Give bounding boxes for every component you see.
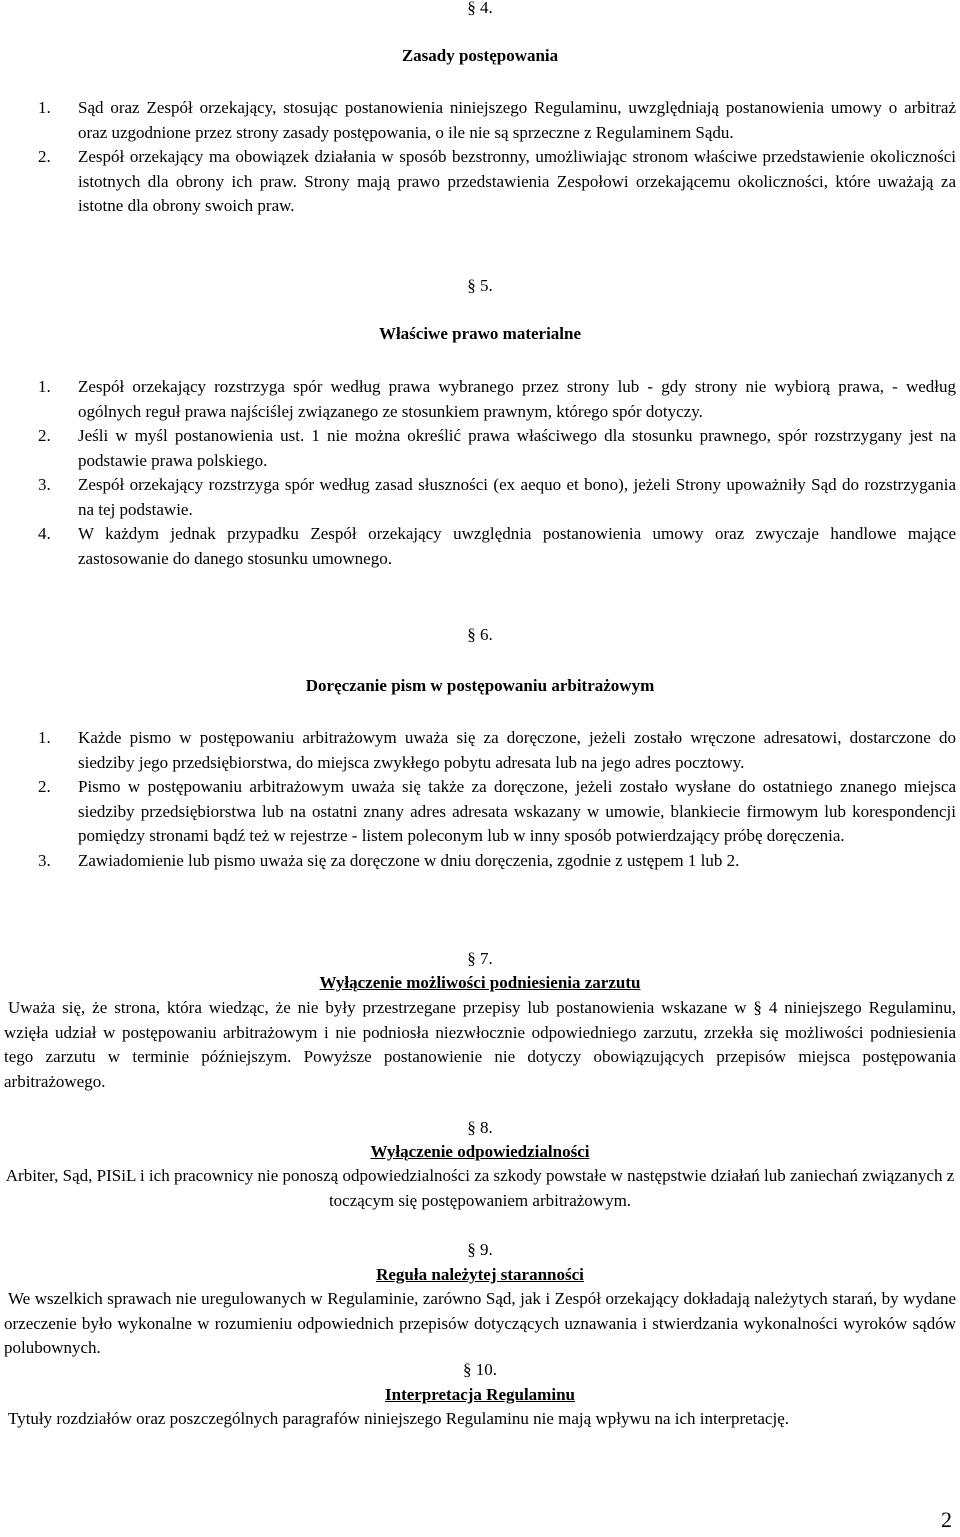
list-item <box>38 473 956 522</box>
section-9-title: Reguła należytej staranności <box>376 1265 584 1284</box>
item-text: Jeśli w myśl postanowienia ust. 1 nie można określić prawa właściwego dla stosunku prawnego, spór rozstrzygany jest na podstawie prawa polskiego. <box>78 426 956 470</box>
section-8-number: § 8. <box>467 1118 493 1137</box>
section-5-number: § 5. <box>467 276 493 295</box>
page-number: 2 <box>941 1507 952 1532</box>
list-item <box>38 849 956 874</box>
section-6-list <box>38 726 956 873</box>
item-number: 2. <box>38 426 51 445</box>
item-number: 3. <box>38 850 51 870</box>
list-item <box>38 96 956 145</box>
item-text: W każdym jednak przypadku Zespół orzekający uwzględnia postanowienia umowy oraz zwyczaje handlowe mające zastosowanie do danego stosunku umownego. <box>78 524 956 568</box>
list-item <box>38 522 956 571</box>
section-4-number: § 4. <box>467 0 493 17</box>
item-number: 2. <box>38 147 51 166</box>
section-6-number: § 6. <box>467 625 493 644</box>
section-6-title: Doręczanie pism w postępowaniu arbitrażowym <box>305 676 655 695</box>
section-8-text: Arbiter, Sąd, PISiL i ich pracownicy nie ponoszą odpowiedzialności za szkody powstałe w następstwie działań lub zaniechań związanych z toczącym się postępowaniem arbitrażowym. <box>5 1166 955 1210</box>
list-item <box>38 145 956 219</box>
section-10-text: Tytuły rozdziałów oraz poszczególnych paragrafów niniejszego Regulaminu nie mają wpływu na ich interpretację. <box>8 1409 789 1428</box>
list-item <box>38 424 956 473</box>
section-5-list <box>38 375 956 571</box>
item-text: Każde pismo w postępowaniu arbitrażowym uważa się za doręczone, jeżeli zostało wręczone adresatowi, dostarczone do siedziby jego przedsiębiorstwa, do miejsca zwykłego pobytu adresata lub na jego adres pocztowy. <box>78 728 956 772</box>
item-number: 1. <box>38 728 51 747</box>
list-item <box>38 775 956 849</box>
item-number: 1. <box>38 377 51 396</box>
item-number: 4. <box>38 524 51 543</box>
section-10-title: Interpretacja Regulaminu <box>385 1385 575 1404</box>
item-text: Zawiadomienie lub pismo uważa się za doręczone w dniu doręczenia, zgodnie z ustępem 1 lub 2. <box>78 850 740 870</box>
list-item <box>38 726 956 775</box>
item-number: 1. <box>38 98 51 117</box>
item-number: 2. <box>38 777 51 796</box>
item-text: Zespół orzekający ma obowiązek działania w sposób bezstronny, umożliwiając stronom właściwe przedstawienie okoliczności istotnych dla obrony ich praw. Strony mają prawo przedstawienia Zespołowi orzekającemu okoliczności, które uważają za istotne dla obrony swoich praw. <box>78 147 956 215</box>
section-7-text: Uważa się, że strona, która wiedząc, że nie były przestrzegane przepisy lub postanowienia wskazane w § 4 niniejszego Regulaminu, wzięła udział w postępowaniu arbitrażowym i nie podniosła niezwłocznie odpowiedniego zarzutu, zrzekła się możliwości podniesienia tego zarzutu w terminie późniejszym. Powyższe postanowienie nie dotyczy obowiązujących przepisów miejsca postępowania arbitrażowego. <box>4 998 956 1091</box>
section-8-title: Wyłączenie odpowiedzialności <box>370 1142 590 1161</box>
item-text: Zespół orzekający rozstrzyga spór według prawa wybranego przez strony lub - gdy strony nie wybiorą prawa, - według ogólnych reguł prawa najściślej związanego ze stosunkiem prawnym, którego spór dotyczy. <box>78 377 956 421</box>
item-text: Pismo w postępowaniu arbitrażowym uważa się także za doręczone, jeżeli zostało wysłane do ostatniego znanego miejsca siedziby przedsiębiorstwa lub na ostatni znany adres adresata wskazany w umowie, blankiecie firmowym lub korespondencji pomiędzy stronami bądź też w rejestrze - listem poleconym lub w inny sposób potwierdzający próbę doręczenia. <box>78 777 956 845</box>
item-text: Zespół orzekający rozstrzyga spór według zasad słuszności (ex aequo et bono), jeżeli Strony upoważniły Sąd do rozstrzygania na tej podstawie. <box>78 475 956 519</box>
section-4-list <box>38 96 956 219</box>
item-number: 3. <box>38 475 51 494</box>
section-7-title: Wyłączenie możliwości podniesienia zarzutu <box>319 973 641 992</box>
section-4-title: Zasady postępowania <box>401 46 559 65</box>
item-text: Sąd oraz Zespół orzekający, stosując postanowienia niniejszego Regulaminu, uwzględniają postanowienia umowy o arbitraż oraz uzgodnione przez strony zasady postępowania, o ile nie są sprzeczne z Regulaminem Sądu. <box>78 98 956 142</box>
section-5-title: Właściwe prawo materialne <box>378 324 582 343</box>
section-10-number: § 10. <box>463 1360 497 1379</box>
section-9-text: We wszelkich sprawach nie uregulowanych w Regulaminie, zarówno Sąd, jak i Zespół orzekający dokładają należytych starań, by wydane orzeczenie było wykonalne w rozumieniu odpowiednich przepisów dotyczących uznawania i stwierdzania wykonalności wyroków sądów polubownych. <box>4 1289 956 1357</box>
section-9-number: § 9. <box>467 1240 493 1259</box>
section-7-number: § 7. <box>467 949 493 968</box>
list-item <box>38 375 956 424</box>
